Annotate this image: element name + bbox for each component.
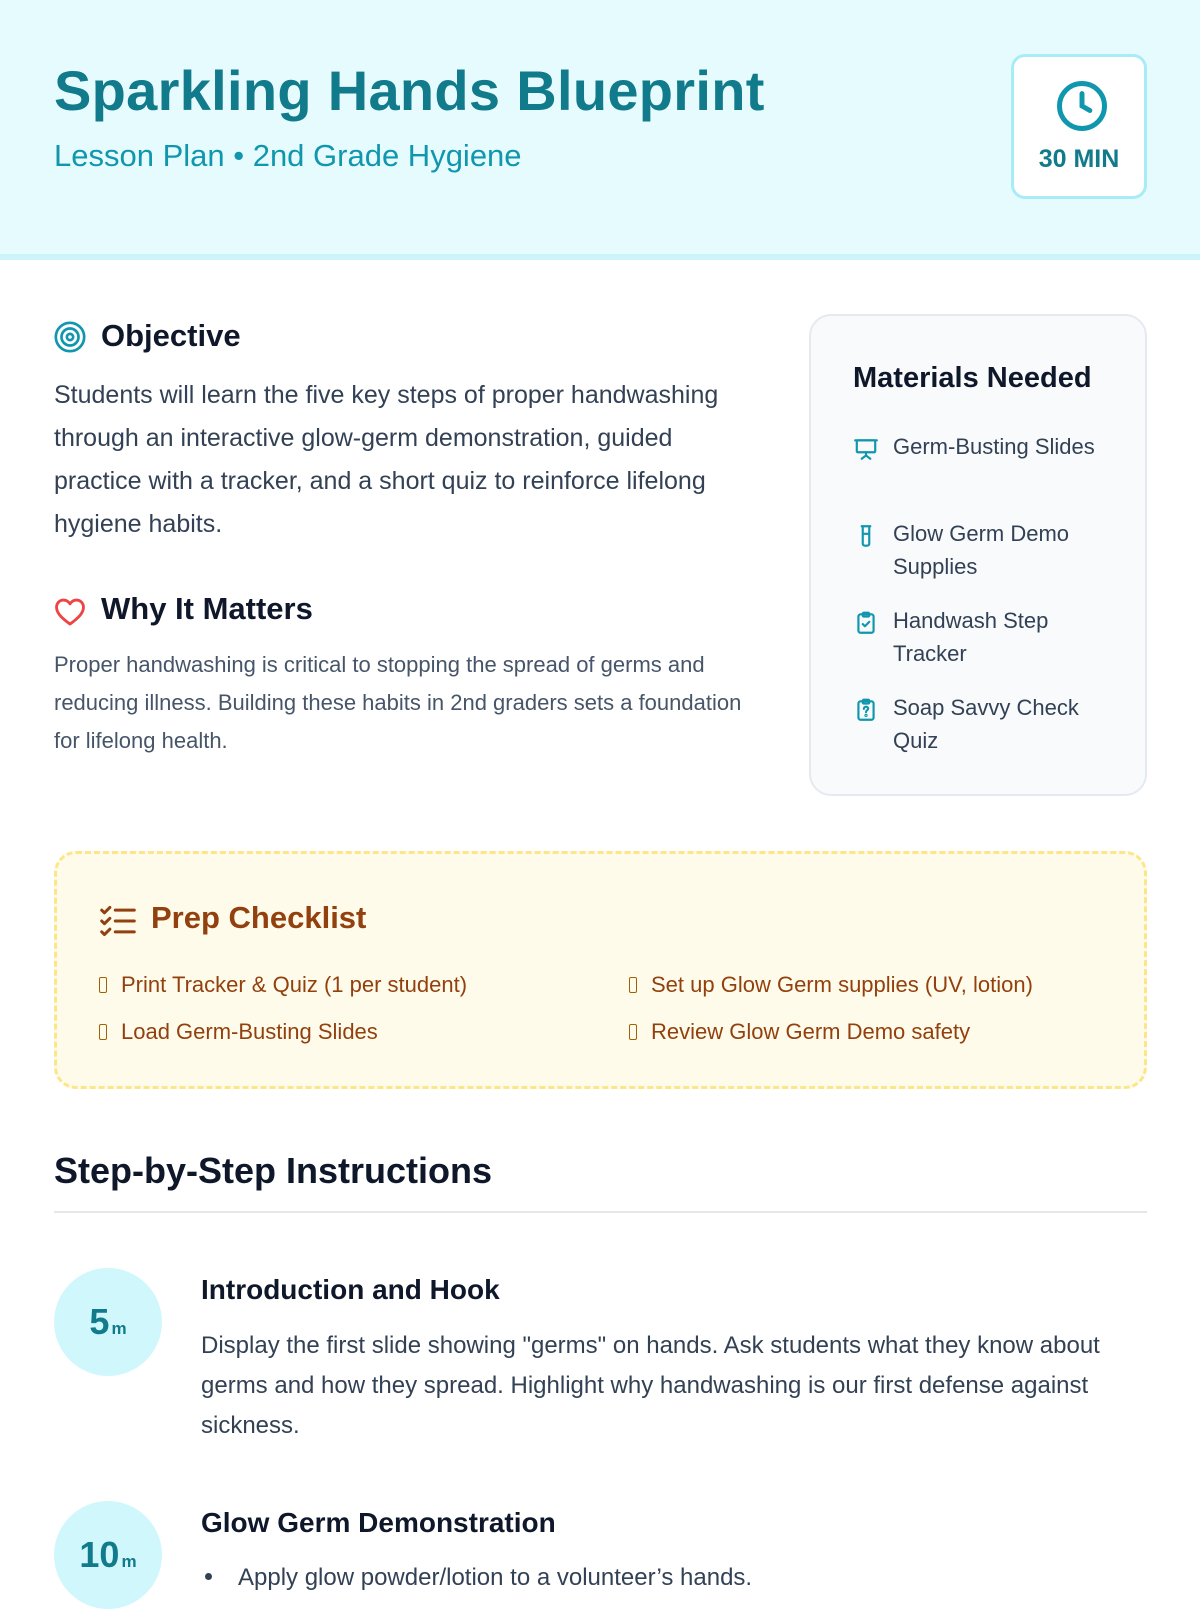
materials-heading: Materials Needed (853, 362, 1092, 394)
material-label: Glow Germ Demo Supplies (893, 521, 1070, 579)
heart-icon (53, 595, 87, 629)
prep-item-label: Load Germ-Busting Slides (121, 1019, 378, 1044)
step-description: Display the first slide showing "germs" on hands. Ask students what they know about germs and how they spread. Highlight why handwashing is our first defense against sickness. (201, 1332, 1100, 1439)
step-duration-badge (54, 1268, 162, 1376)
checkbox-icon[interactable] (99, 977, 107, 993)
bullet-dot (205, 1573, 212, 1580)
prep-item-label: Print Tracker & Quiz (1 per student) (121, 972, 468, 997)
step-minutes: 10 (79, 1534, 120, 1575)
prep-checklist (54, 851, 1147, 1089)
step-title: Glow Germ Demonstration (201, 1507, 556, 1538)
page-subtitle: Lesson Plan • 2nd Grade Hygiene (54, 138, 522, 173)
checkbox-icon[interactable] (629, 1024, 637, 1040)
step-bullet-text: Apply glow powder/lotion to a volunteer’s hands. (238, 1564, 753, 1591)
step-unit: m (111, 1319, 127, 1338)
material-label: Germ-Busting Slides (893, 434, 1095, 459)
lesson-header (0, 0, 1200, 260)
flask-icon (853, 523, 879, 549)
target-icon (53, 320, 87, 354)
prep-item[interactable] (99, 972, 467, 998)
checkbox-icon[interactable] (99, 1024, 107, 1040)
prep-item[interactable] (629, 972, 1033, 998)
prep-item-label: Set up Glow Germ supplies (UV, lotion) (651, 972, 1033, 997)
step-minutes: 5 (89, 1301, 110, 1342)
prep-item[interactable] (99, 1019, 378, 1045)
step-duration-badge (54, 1501, 162, 1609)
prep-heading: Prep Checklist (151, 900, 367, 935)
quiz-icon (853, 697, 879, 723)
objective-heading: Objective (101, 318, 241, 353)
checklist-icon (99, 904, 137, 938)
clipboard-check-icon (853, 610, 879, 636)
duration-label: 30 MIN (1038, 145, 1120, 173)
step-bullet (201, 1564, 752, 1592)
material-label: Handwash Step Tracker (893, 608, 1049, 666)
duration-badge (1011, 54, 1147, 199)
checkbox-icon[interactable] (629, 977, 637, 993)
step-title: Introduction and Hook (201, 1274, 500, 1305)
material-label: Soap Savvy Check Quiz (893, 695, 1079, 753)
prep-item[interactable] (629, 1019, 970, 1045)
steps-heading: Step-by-Step Instructions (54, 1150, 493, 1191)
why-heading: Why It Matters (101, 591, 313, 626)
step-unit: m (121, 1552, 137, 1571)
materials-card (809, 314, 1147, 796)
presentation-icon (853, 436, 879, 462)
page-title: Sparkling Hands Blueprint (54, 59, 765, 122)
prep-item-label: Review Glow Germ Demo safety (651, 1019, 971, 1044)
divider (54, 1211, 1147, 1213)
clock-icon (1055, 79, 1109, 133)
why-text: Proper handwashing is critical to stopping the spread of germs and reducing illness. Building these habits in 2nd graders sets a foundation for lifelong health. (54, 652, 742, 753)
objective-text: Students will learn the five key steps of proper handwashing through an interactive glow-germ demonstration, guided practice with a tracker, and a short quiz to reinforce lifelong hygiene habits. (54, 381, 719, 538)
